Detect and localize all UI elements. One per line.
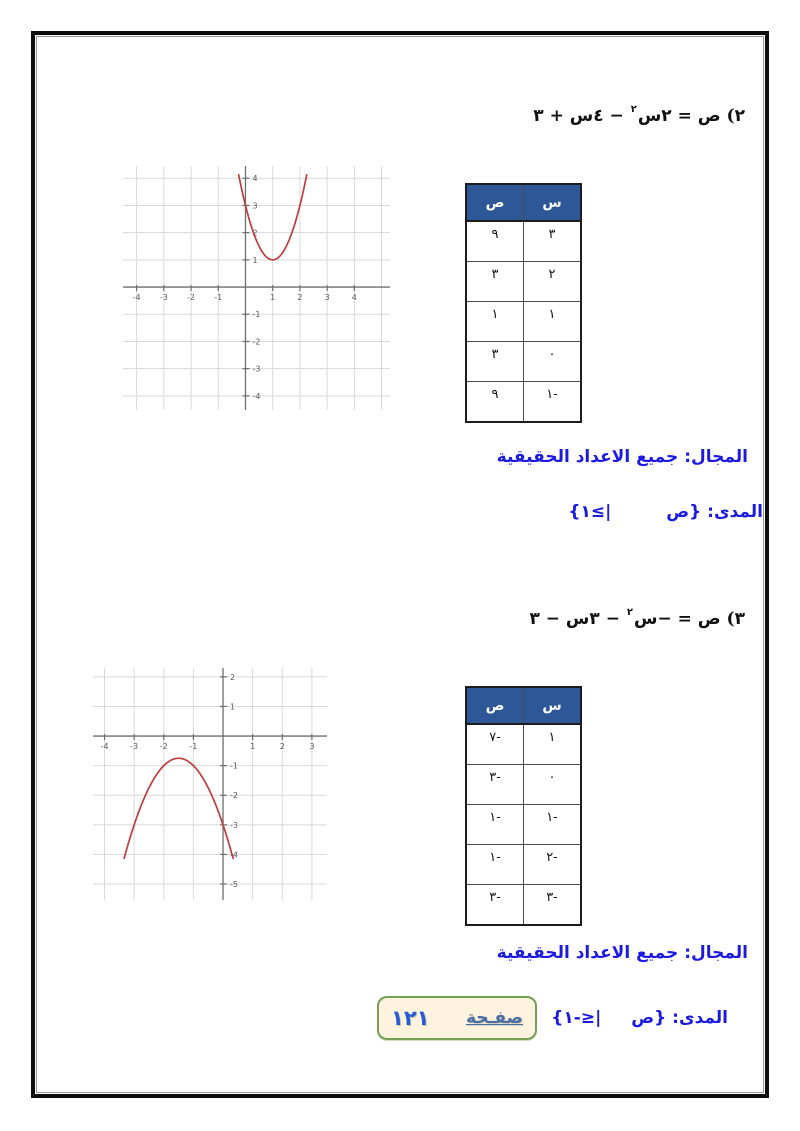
svg-text:2: 2 [279,742,285,752]
equation-3-exponent: ٢ [626,607,633,619]
svg-text:-4: -4 [252,391,261,401]
svg-text:-3: -3 [130,742,139,752]
svg-text:3: 3 [309,742,315,752]
equation-3-body: ٣) ص = −س [633,609,745,629]
svg-text:1: 1 [252,255,258,265]
table-row [466,805,581,845]
range-statement-problem-2 [568,502,763,522]
table-row [466,845,581,885]
svg-text:-4: -4 [132,293,141,303]
svg-text:-3: -3 [230,820,239,830]
svg-text:3: 3 [252,201,258,211]
svg-text:-1: -1 [214,293,223,303]
range-gap [611,516,666,517]
table-cell: -١ [524,805,582,845]
table-cell: ١ [524,724,582,765]
table-cell: ٢ [524,262,582,302]
svg-text:2: 2 [230,672,236,682]
parabola-graph-problem-3 [93,668,327,900]
table-cell: -٧ [466,724,524,765]
equation-2-rest: − ٤س + ٣ [533,106,630,126]
table-cell: ١ [466,302,524,342]
svg-text:1: 1 [270,293,276,303]
table-cell: -١ [466,845,524,885]
table-cell: ٩ [466,382,524,423]
svg-text:-2: -2 [159,742,168,752]
equation-2-body: ٢) ص = ٢س [637,106,745,126]
svg-text:-4: -4 [230,850,239,860]
table-row [466,221,581,262]
svg-text:-5: -5 [230,880,239,890]
range-gap [601,1022,631,1023]
table-row [466,765,581,805]
svg-text:-3: -3 [159,293,168,303]
domain-statement-problem-3: المجال: جميع الاعداد الحقيقية [496,943,748,963]
equation-3-rest: − ٣س − ٣ [529,609,626,629]
parabola-graph-problem-2 [123,166,390,410]
table-cell: -١ [524,382,582,423]
range-value-2: |≥١} [568,502,612,522]
equation-2-exponent: ٢ [630,104,637,116]
svg-text:-4: -4 [100,742,109,752]
svg-text:-1: -1 [230,761,239,771]
svg-text:1: 1 [230,702,236,712]
table-cell: -١ [466,805,524,845]
table-cell: -٣ [466,885,524,926]
svg-text:3: 3 [324,293,330,303]
svg-text:-2: -2 [187,293,196,303]
svg-text:1: 1 [250,742,256,752]
table-row [466,885,581,926]
range-label-3: المدى: {ص [631,1008,728,1028]
values-table-problem-3 [465,686,582,926]
table-row [466,382,581,423]
table-header-row [466,687,581,724]
svg-text:-1: -1 [252,310,261,320]
range-label-2: المدى: {ص [666,502,763,522]
svg-text:-2: -2 [230,791,239,801]
table-cell: ٣ [466,262,524,302]
table-row [466,302,581,342]
svg-text:-3: -3 [252,364,261,374]
table-cell: ٠ [524,342,582,382]
svg-text:-1: -1 [189,742,198,752]
svg-text:4: 4 [351,293,357,303]
header-cell-y: ص [466,184,524,221]
page-word-label: صفـحة [465,1008,523,1028]
table-header-row [466,184,581,221]
range-value-3: |≤-١} [551,1008,602,1028]
table-cell: ٠ [524,765,582,805]
values-table-problem-2 [465,183,582,423]
svg-text:2: 2 [252,228,258,238]
table-cell: ٣ [466,342,524,382]
table-cell: ١ [524,302,582,342]
svg-text:4: 4 [252,174,258,184]
range-statement-problem-3 [551,1008,728,1028]
page-number-badge [377,996,537,1040]
page-number: ١٢١ [391,1006,430,1030]
header-cell-x: س [524,687,582,724]
svg-text:2: 2 [297,293,303,303]
equation-problem-3 [529,609,745,629]
table-cell: -٣ [466,765,524,805]
domain-statement-problem-2: المجال: جميع الاعداد الحقيقية [496,447,748,467]
table-cell: ٩ [466,221,524,262]
header-cell-y: ص [466,687,524,724]
equation-problem-2 [533,106,745,126]
table-row [466,262,581,302]
table-row [466,724,581,765]
table-row [466,342,581,382]
svg-text:-2: -2 [252,337,261,347]
table-cell: ٣ [524,221,582,262]
table-cell: -٢ [524,845,582,885]
table-cell: -٣ [524,885,582,926]
header-cell-x: س [524,184,582,221]
